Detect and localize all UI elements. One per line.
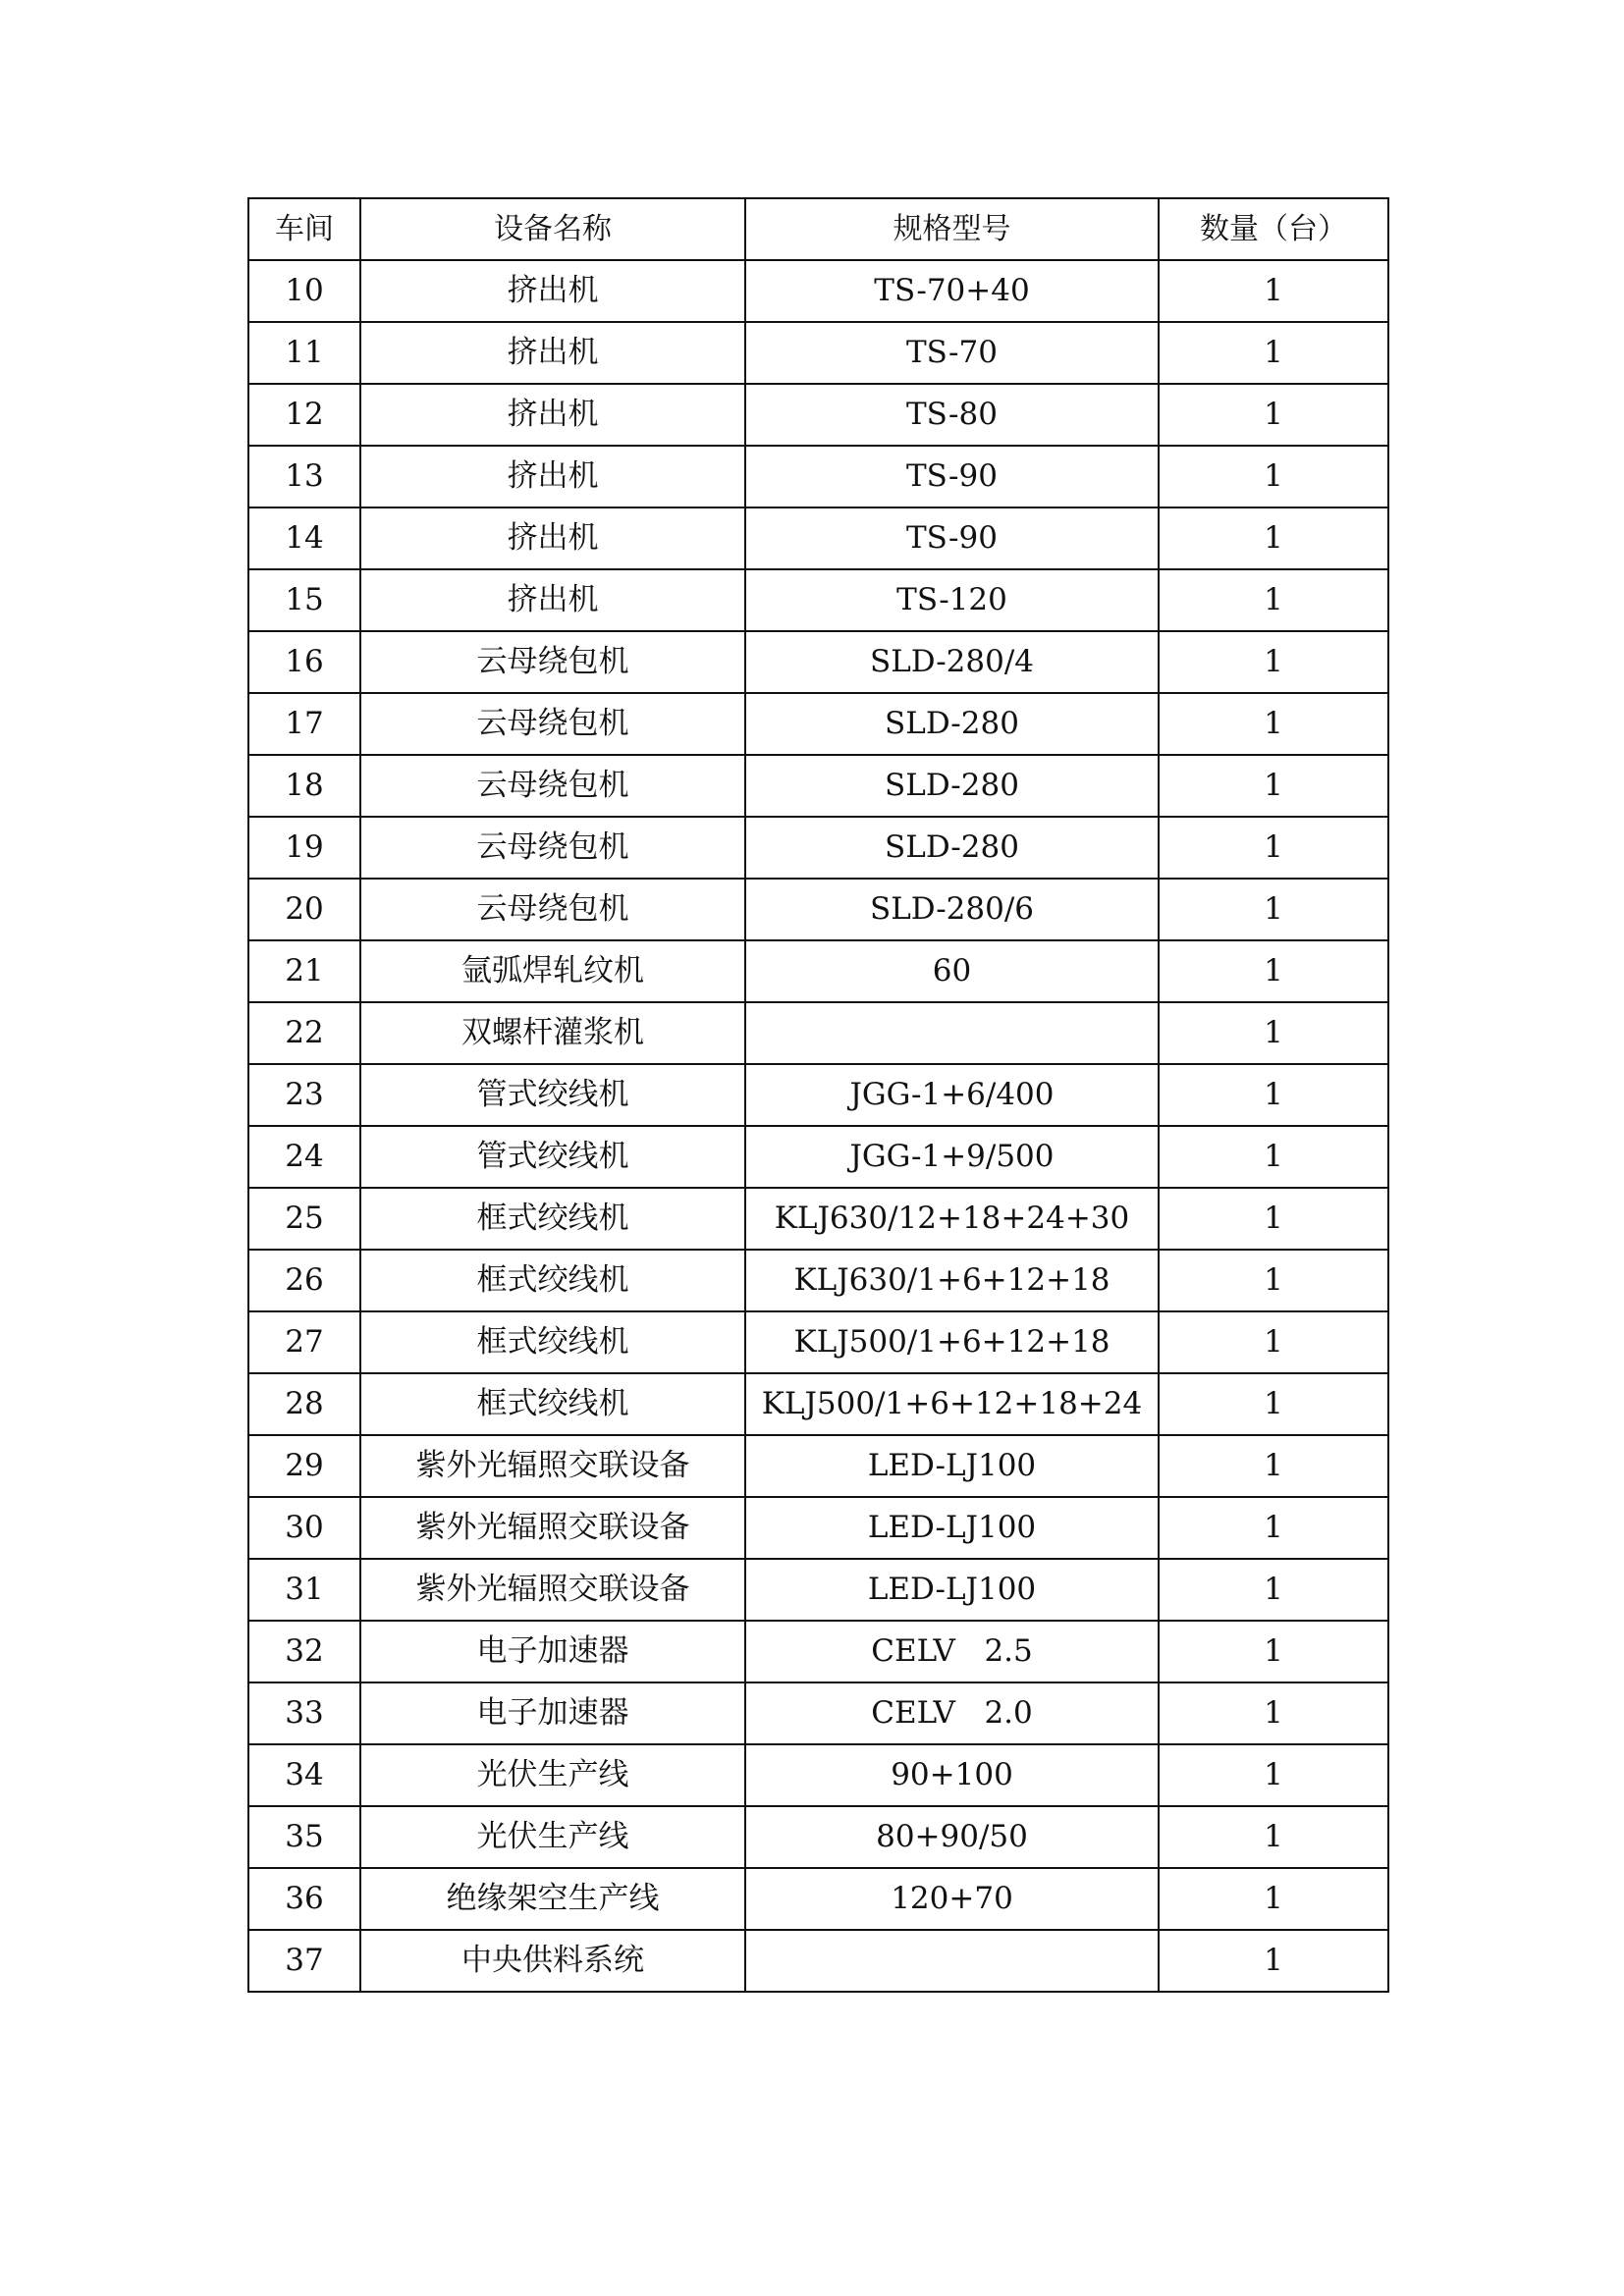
header-equipment-name: 设备名称 [360, 198, 745, 260]
cell-quantity: 1 [1159, 322, 1388, 384]
table-row [248, 755, 1388, 817]
cell-equipment-name: 光伏生产线 [360, 1744, 745, 1806]
cell-quantity: 1 [1159, 384, 1388, 446]
table-row [248, 1868, 1388, 1930]
table-body [248, 260, 1388, 1992]
table-row [248, 940, 1388, 1002]
cell-quantity: 1 [1159, 1682, 1388, 1744]
cell-model-spec: SLD-280 [745, 755, 1159, 817]
cell-workshop: 21 [248, 940, 360, 1002]
equipment-list-page [247, 197, 1387, 1993]
cell-workshop: 35 [248, 1806, 360, 1868]
cell-workshop: 11 [248, 322, 360, 384]
cell-workshop: 36 [248, 1868, 360, 1930]
cell-model-spec: 90+100 [745, 1744, 1159, 1806]
table-row [248, 1930, 1388, 1992]
cell-equipment-name: 双螺杆灌浆机 [360, 1002, 745, 1064]
cell-model-spec: SLD-280 [745, 817, 1159, 879]
cell-quantity: 1 [1159, 755, 1388, 817]
table-row [248, 1744, 1388, 1806]
cell-equipment-name: 框式绞线机 [360, 1373, 745, 1435]
cell-model-spec: TS-90 [745, 507, 1159, 569]
cell-model-spec: TS-90 [745, 446, 1159, 507]
cell-quantity: 1 [1159, 569, 1388, 631]
cell-workshop: 31 [248, 1559, 360, 1621]
cell-workshop: 15 [248, 569, 360, 631]
cell-model-spec: TS-70+40 [745, 260, 1159, 322]
cell-equipment-name: 挤出机 [360, 446, 745, 507]
cell-equipment-name: 挤出机 [360, 322, 745, 384]
cell-equipment-name: 管式绞线机 [360, 1126, 745, 1188]
cell-model-spec: CELV 2.0 [745, 1682, 1159, 1744]
cell-quantity: 1 [1159, 1559, 1388, 1621]
cell-quantity: 1 [1159, 879, 1388, 940]
cell-quantity: 1 [1159, 507, 1388, 569]
cell-workshop: 26 [248, 1250, 360, 1311]
cell-equipment-name: 挤出机 [360, 260, 745, 322]
header-workshop: 车间 [248, 198, 360, 260]
table-row [248, 817, 1388, 879]
cell-equipment-name: 挤出机 [360, 569, 745, 631]
cell-quantity: 1 [1159, 1126, 1388, 1188]
table-row [248, 1188, 1388, 1250]
cell-quantity: 1 [1159, 1064, 1388, 1126]
cell-workshop: 10 [248, 260, 360, 322]
cell-workshop: 14 [248, 507, 360, 569]
cell-equipment-name: 管式绞线机 [360, 1064, 745, 1126]
cell-equipment-name: 框式绞线机 [360, 1311, 745, 1373]
table-row [248, 1311, 1388, 1373]
cell-workshop: 25 [248, 1188, 360, 1250]
cell-workshop: 17 [248, 693, 360, 755]
cell-model-spec: SLD-280/6 [745, 879, 1159, 940]
cell-equipment-name: 挤出机 [360, 384, 745, 446]
table-row [248, 260, 1388, 322]
cell-model-spec: JGG-1+6/400 [745, 1064, 1159, 1126]
header-quantity: 数量（台） [1159, 198, 1388, 260]
cell-equipment-name: 云母绕包机 [360, 631, 745, 693]
cell-model-spec: 60 [745, 940, 1159, 1002]
table-row [248, 1435, 1388, 1497]
cell-equipment-name: 紫外光辐照交联设备 [360, 1559, 745, 1621]
cell-equipment-name: 框式绞线机 [360, 1188, 745, 1250]
cell-quantity: 1 [1159, 1930, 1388, 1992]
cell-quantity: 1 [1159, 1744, 1388, 1806]
table-row [248, 1126, 1388, 1188]
cell-equipment-name: 云母绕包机 [360, 879, 745, 940]
cell-model-spec: KLJ500/1+6+12+18+24 [745, 1373, 1159, 1435]
cell-workshop: 13 [248, 446, 360, 507]
table-row [248, 1621, 1388, 1682]
cell-equipment-name: 紫外光辐照交联设备 [360, 1435, 745, 1497]
cell-model-spec: 120+70 [745, 1868, 1159, 1930]
cell-quantity: 1 [1159, 260, 1388, 322]
table-row [248, 879, 1388, 940]
cell-workshop: 32 [248, 1621, 360, 1682]
cell-workshop: 24 [248, 1126, 360, 1188]
cell-workshop: 37 [248, 1930, 360, 1992]
cell-quantity: 1 [1159, 631, 1388, 693]
cell-model-spec: TS-70 [745, 322, 1159, 384]
cell-workshop: 27 [248, 1311, 360, 1373]
equipment-table [247, 197, 1389, 1993]
cell-model-spec: LED-LJ100 [745, 1435, 1159, 1497]
cell-model-spec [745, 1002, 1159, 1064]
cell-equipment-name: 氩弧焊轧纹机 [360, 940, 745, 1002]
cell-quantity: 1 [1159, 1435, 1388, 1497]
cell-quantity: 1 [1159, 1188, 1388, 1250]
table-row [248, 1002, 1388, 1064]
cell-equipment-name: 云母绕包机 [360, 693, 745, 755]
cell-quantity: 1 [1159, 1621, 1388, 1682]
table-header-row [248, 198, 1388, 260]
cell-quantity: 1 [1159, 1868, 1388, 1930]
cell-equipment-name: 紫外光辐照交联设备 [360, 1497, 745, 1559]
cell-equipment-name: 云母绕包机 [360, 755, 745, 817]
cell-workshop: 12 [248, 384, 360, 446]
cell-equipment-name: 挤出机 [360, 507, 745, 569]
cell-quantity: 1 [1159, 693, 1388, 755]
cell-quantity: 1 [1159, 1311, 1388, 1373]
table-row [248, 1250, 1388, 1311]
cell-model-spec: LED-LJ100 [745, 1497, 1159, 1559]
cell-workshop: 18 [248, 755, 360, 817]
cell-model-spec: SLD-280/4 [745, 631, 1159, 693]
cell-model-spec: CELV 2.5 [745, 1621, 1159, 1682]
cell-equipment-name: 中央供料系统 [360, 1930, 745, 1992]
cell-equipment-name: 绝缘架空生产线 [360, 1868, 745, 1930]
cell-workshop: 22 [248, 1002, 360, 1064]
cell-workshop: 34 [248, 1744, 360, 1806]
cell-quantity: 1 [1159, 1497, 1388, 1559]
cell-equipment-name: 云母绕包机 [360, 817, 745, 879]
table-row [248, 322, 1388, 384]
cell-model-spec: JGG-1+9/500 [745, 1126, 1159, 1188]
cell-quantity: 1 [1159, 940, 1388, 1002]
cell-quantity: 1 [1159, 1002, 1388, 1064]
table-row [248, 631, 1388, 693]
cell-quantity: 1 [1159, 1373, 1388, 1435]
cell-quantity: 1 [1159, 1250, 1388, 1311]
table-row [248, 1682, 1388, 1744]
table-row [248, 1497, 1388, 1559]
cell-model-spec: KLJ630/1+6+12+18 [745, 1250, 1159, 1311]
header-model-spec: 规格型号 [745, 198, 1159, 260]
cell-equipment-name: 光伏生产线 [360, 1806, 745, 1868]
cell-equipment-name: 电子加速器 [360, 1682, 745, 1744]
cell-workshop: 16 [248, 631, 360, 693]
table-row [248, 507, 1388, 569]
cell-model-spec: TS-80 [745, 384, 1159, 446]
cell-quantity: 1 [1159, 446, 1388, 507]
table-row [248, 1064, 1388, 1126]
cell-workshop: 20 [248, 879, 360, 940]
cell-workshop: 23 [248, 1064, 360, 1126]
table-row [248, 446, 1388, 507]
cell-model-spec: 80+90/50 [745, 1806, 1159, 1868]
cell-quantity: 1 [1159, 1806, 1388, 1868]
table-row [248, 569, 1388, 631]
table-row [248, 1806, 1388, 1868]
cell-workshop: 30 [248, 1497, 360, 1559]
cell-quantity: 1 [1159, 817, 1388, 879]
cell-workshop: 19 [248, 817, 360, 879]
cell-model-spec: KLJ500/1+6+12+18 [745, 1311, 1159, 1373]
table-row [248, 1559, 1388, 1621]
cell-model-spec: LED-LJ100 [745, 1559, 1159, 1621]
table-row [248, 693, 1388, 755]
cell-workshop: 33 [248, 1682, 360, 1744]
cell-model-spec: SLD-280 [745, 693, 1159, 755]
table-row [248, 384, 1388, 446]
table-row [248, 1373, 1388, 1435]
cell-model-spec [745, 1930, 1159, 1992]
cell-model-spec: KLJ630/12+18+24+30 [745, 1188, 1159, 1250]
cell-equipment-name: 框式绞线机 [360, 1250, 745, 1311]
cell-model-spec: TS-120 [745, 569, 1159, 631]
cell-workshop: 29 [248, 1435, 360, 1497]
cell-equipment-name: 电子加速器 [360, 1621, 745, 1682]
cell-workshop: 28 [248, 1373, 360, 1435]
